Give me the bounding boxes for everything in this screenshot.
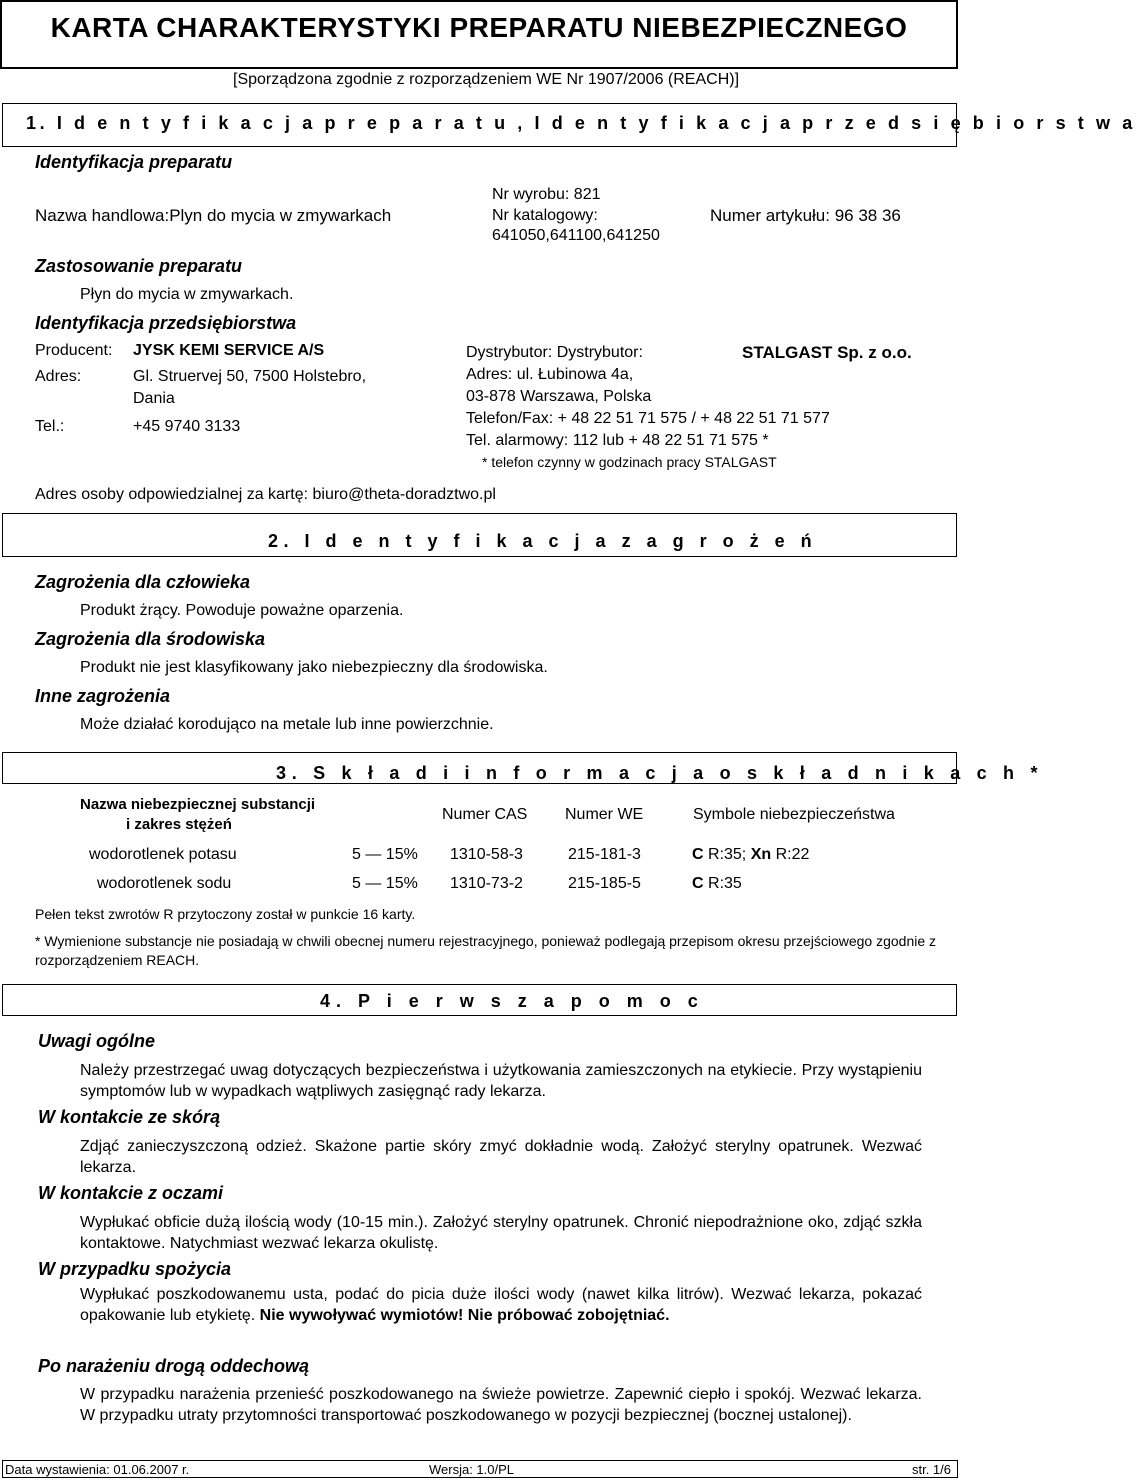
use-label: Zastosowanie preparatu — [35, 256, 243, 276]
section-4-heading: 4. P i e r w s z a p o m o c — [320, 991, 704, 1011]
substance-cas: 1310-58-3 — [450, 846, 523, 863]
section-2-heading: 2. I d e n t y f i k a c j a z a g r o ż e ń — [268, 531, 818, 551]
substance-symbols — [692, 875, 742, 893]
reach-note: * Wymienione substancje nie posiadają w chwili obecnej numeru rejestracyjnego, ponieważ podlegają przepisom okresu przejściowego zgodnie z rozporządzeniem REACH. — [35, 933, 937, 968]
col-cas-header: Numer CAS — [442, 806, 528, 823]
address-line-1: Gl. Struervej 50, 7500 Holstebro, — [133, 368, 367, 385]
issue-date: Data wystawienia: 01.06.2007 r. — [5, 1462, 190, 1477]
trade-name: Nazwa handlowa:Plyn do mycia w zmywarkach — [35, 206, 392, 225]
distributor-alarm: Tel. alarmowy: 112 lub + 48 22 51 71 575 * — [466, 432, 769, 449]
product-ident-label: Identyfikacja preparatu — [35, 152, 233, 172]
ingestion-value — [80, 1284, 922, 1326]
document-title: KARTA CHARAKTERYSTYKI PREPARATU NIEBEZPIECZNEGO — [50, 12, 908, 43]
distributor-address-2: 03-878 Warszawa, Polska — [466, 388, 652, 405]
distributor-label: Dystrybutor: Dystrybutor: — [466, 344, 643, 361]
human-hazard-label: Zagrożenia dla człowieka — [35, 572, 251, 592]
ingestion-warning: Nie wywoływać wymiotów! Nie próbować zobojętniać. — [259, 1307, 670, 1324]
other-hazard-value: Może działać korodująco na metale lub inne powierzchnie. — [80, 716, 494, 733]
substance-we: 215-185-5 — [568, 875, 641, 892]
col-symbols-header: Symbole niebezpieczeństwa — [693, 806, 895, 823]
substance-cas: 1310-73-2 — [450, 875, 523, 892]
skin-contact-label: W kontakcie ze skórą — [38, 1107, 221, 1127]
ingestion-label: W przypadku spożycia — [38, 1259, 232, 1279]
substance-name: wodorotlenek sodu — [97, 875, 232, 892]
distributor-note: * telefon czynny w godzinach pracy STALGAST — [482, 454, 777, 470]
use-value: Płyn do mycia w zmywarkach. — [80, 286, 294, 303]
skin-contact-value: Zdjąć zanieczyszczoną odzież. Skażone partie skóry zmyć dokładnie wodą. Założyć sterylny opatrunek. Wezwać lekarza. — [80, 1138, 922, 1176]
eye-contact-value: Wypłukać obficie dużą ilością wody (10-15 min.). Założyć sterylny opatrunek. Chronić niepodrażnione oko, zdjąć szkła kontaktowe. Natychmiast wezwać lekarza okulistę. — [80, 1214, 922, 1252]
address-label: Adres: — [35, 368, 82, 385]
substance-symbols — [692, 846, 809, 864]
document-subtitle: [Sporządzona zgodnie z rozporządzeniem WE Nr 1907/2006 (REACH)] — [233, 71, 740, 88]
symbol-phrase: R:22 — [771, 846, 810, 863]
section-3-heading: 3. S k ł a d i i n f o r m a c j a o s k ł a d n i k a c h * — [276, 763, 1044, 783]
catalog-label: Nr katalogowy: — [492, 207, 598, 224]
page-number: str. 1/6 — [911, 1462, 951, 1477]
symbol-phrase: R:35; — [703, 846, 751, 863]
distributor-value: STALGAST Sp. z o.o. — [742, 343, 912, 362]
responsible-contact: Adres osoby odpowiedzialnej za kartę: biuro@theta-doradztwo.pl — [35, 486, 496, 503]
distributor-phone: Telefon/Fax: + 48 22 51 71 575 / + 48 22 51 71 577 — [466, 410, 830, 427]
substance-name: wodorotlenek potasu — [89, 846, 237, 863]
distributor-address-1: Adres: ul. Łubinowa 4a, — [466, 366, 634, 383]
substance-range: 5 — 15% — [352, 846, 418, 863]
article-number: Numer artykułu: 96 38 36 — [710, 206, 901, 225]
product-number: Nr wyrobu: 821 — [492, 186, 601, 203]
tel-value: +45 9740 3133 — [133, 418, 241, 435]
producer-label: Producent: — [35, 342, 113, 359]
company-ident-label: Identyfikacja przedsiębiorstwa — [35, 313, 297, 333]
substance-we: 215-181-3 — [568, 846, 641, 863]
eye-contact-label: W kontakcie z oczami — [38, 1183, 224, 1203]
address-line-2: Dania — [133, 390, 175, 407]
other-hazard-label: Inne zagrożenia — [35, 686, 171, 706]
symbol-code: C — [692, 875, 704, 892]
symbol-code: C — [692, 846, 704, 863]
col-name-header-1: Nazwa niebezpiecznej substancji — [80, 796, 316, 813]
section-1-heading: 1. I d e n t y f i k a c j a p r e p a r a t u , I d e n t y f i k a c j a p r z e d s i ę b i o r s t w a — [26, 113, 1136, 133]
symbol-code: Xn — [750, 846, 772, 863]
catalog-value: 641050,641100,641250 — [492, 227, 660, 244]
footer — [2, 1460, 958, 1478]
col-name-header-2: i zakres stężeń — [126, 816, 232, 833]
tel-label: Tel.: — [35, 418, 65, 435]
env-hazard-label: Zagrożenia dla środowiska — [35, 629, 266, 649]
general-notes-value: Należy przestrzegać uwag dotyczących bezpieczeństwa i użytkowania zamieszczonych na etykiecie. Przy wystąpieniu symptomów lub w wypadkach wątpliwych zasięgnąć rady lekarza. — [80, 1062, 922, 1100]
symbol-phrase: R:35 — [703, 875, 742, 892]
r-phrases-note: Pełen tekst zwrotów R przytoczony został w punkcie 16 karty. — [35, 906, 416, 922]
producer-value: JYSK KEMI SERVICE A/S — [133, 342, 325, 359]
substance-range: 5 — 15% — [352, 875, 418, 892]
general-notes-label: Uwagi ogólne — [38, 1031, 155, 1051]
version: Wersja: 1.0/PL — [429, 1462, 515, 1477]
human-hazard-value: Produkt żrący. Powoduje poważne oparzenia. — [80, 602, 404, 619]
inhalation-label: Po narażeniu drogą oddechową — [38, 1356, 310, 1376]
env-hazard-value: Produkt nie jest klasyfikowany jako niebezpieczny dla środowiska. — [80, 659, 548, 676]
ingestion-text: Wypłukać poszkodowanemu usta, podać do picia duże ilości wody (nawet kilka litrów). Wezwać lekarza, pokazać opakowanie lub etykietę. — [80, 1286, 922, 1324]
inhalation-value: W przypadku narażenia przenieść poszkodowanego na świeże powietrze. Zapewnić ciepło i spokój. Wezwać lekarza. W przypadku utraty przytomności transportować poszkodowanego w pozycji bezpiecznej (bocznej ustalonej). — [80, 1386, 922, 1424]
col-we-header: Numer WE — [565, 806, 644, 823]
